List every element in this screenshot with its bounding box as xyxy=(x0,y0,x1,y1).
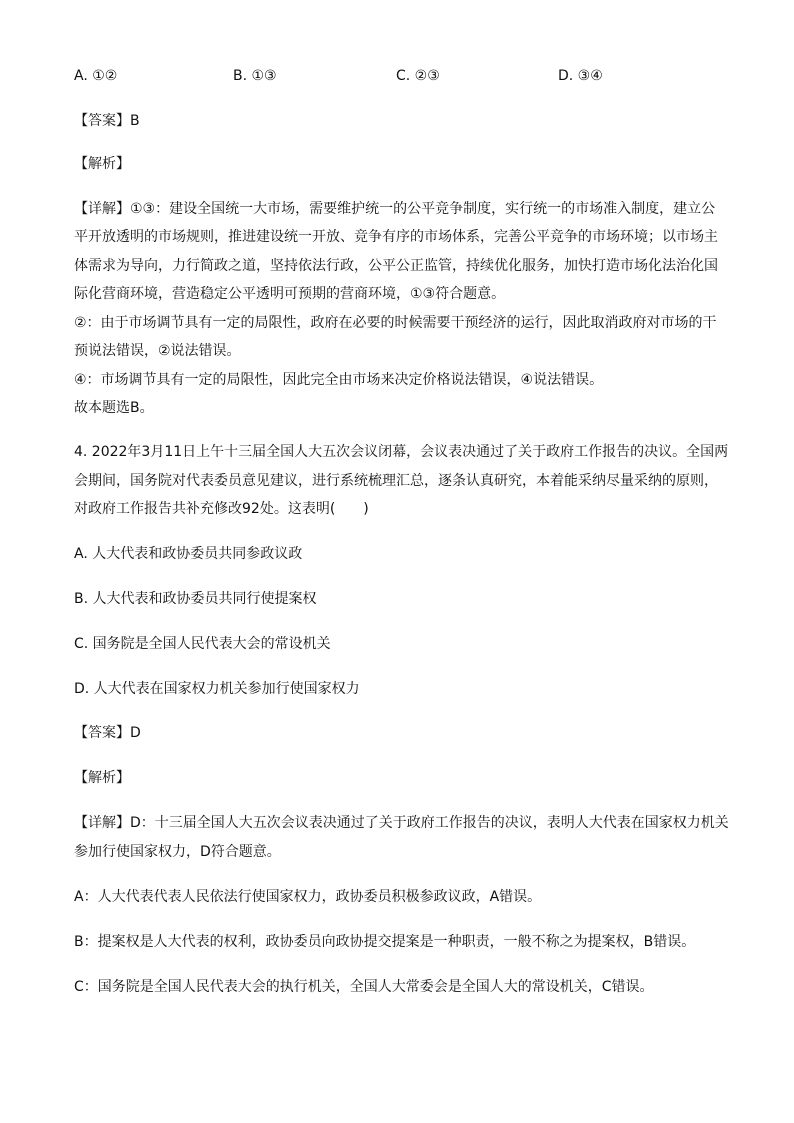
q4-option-d: D. 人大代表在国家权力机关参加行使国家权力 xyxy=(74,681,360,697)
q4-option-b: B. 人大代表和政协委员共同行使提案权 xyxy=(74,591,317,607)
option-a-prev: A. ①② xyxy=(74,68,118,84)
q3-detail-line-3: 体需求为导向，力行简政之道，坚持依法行政，公平公正监管，持续优化服务，加快打造市场化法治化国 xyxy=(74,258,718,274)
q4-answer: 【答案】D xyxy=(74,725,141,741)
q4-detail-line-1: 【详解】D：十三届全国人大五次会议表决通过了关于政府工作报告的决议，表明人大代表在国家权力机关 xyxy=(74,815,729,831)
q3-detail-line-2: 平开放透明的市场规则，推进建设统一开放、竞争有序的市场体系，完善公平竞争的市场环境；以市场主 xyxy=(74,229,718,245)
q4-explain-b: B：提案权是人大代表的权利，政协委员向政协提交提案是一种职责，一般不称之为提案权，B错误。 xyxy=(74,934,696,950)
q3-detail-line-8: 故本题选B。 xyxy=(74,400,154,416)
option-c-prev: C. ②③ xyxy=(396,68,440,84)
option-b-prev: B. ①③ xyxy=(233,68,277,84)
q4-stem-line-3: 对政府工作报告共补充修改92处。这表明( ) xyxy=(74,501,369,517)
q3-detail-line-1: 【详解】①③：建设全国统一大市场，需要维护统一的公平竞争制度，实行统一的市场准入制度，建立公 xyxy=(74,201,716,217)
q4-option-c: C. 国务院是全国人民代表大会的常设机关 xyxy=(74,636,331,652)
q3-detail-line-6: 预说法错误，②说法错误。 xyxy=(74,343,241,359)
q4-stem-line-2: 会期间，国务院对代表委员意见建议，进行系统梳理汇总，逐条认真研究，本着能采纳尽量采纳的原则， xyxy=(74,473,718,489)
q3-detail-line-7: ④：市场调节具有一定的局限性，因此完全由市场来决定价格说法错误，④说法错误。 xyxy=(74,372,604,388)
q3-detail-line-5: ②：由于市场调节具有一定的局限性，政府在必要的时候需要干预经济的运行，因此取消政府对市场的干 xyxy=(74,315,717,331)
q4-analysis-label: 【解析】 xyxy=(74,770,130,786)
q3-analysis-label: 【解析】 xyxy=(74,156,130,172)
q4-option-a: A. 人大代表和政协委员共同参政议政 xyxy=(74,546,303,562)
q3-answer: 【答案】B xyxy=(74,113,140,129)
option-d-prev: D. ③④ xyxy=(558,68,603,84)
q3-detail-line-4: 际化营商环境，营造稳定公平透明可预期的营商环境，①③符合题意。 xyxy=(74,286,506,302)
q4-detail-line-2: 参加行使国家权力，D符合题意。 xyxy=(74,844,281,860)
q4-explain-a: A：人大代表代表人民依法行使国家权力，政协委员积极参政议政，A错误。 xyxy=(74,889,542,905)
q4-stem-line-1: 4. 2022年3月11日上午十三届全国人大五次会议闭幕，会议表决通过了关于政府工作报告的决议。全国两 xyxy=(74,444,729,460)
q4-explain-c: C：国务院是全国人民代表大会的执行机关，全国人大常委会是全国人大的常设机关，C错误。 xyxy=(74,979,654,995)
